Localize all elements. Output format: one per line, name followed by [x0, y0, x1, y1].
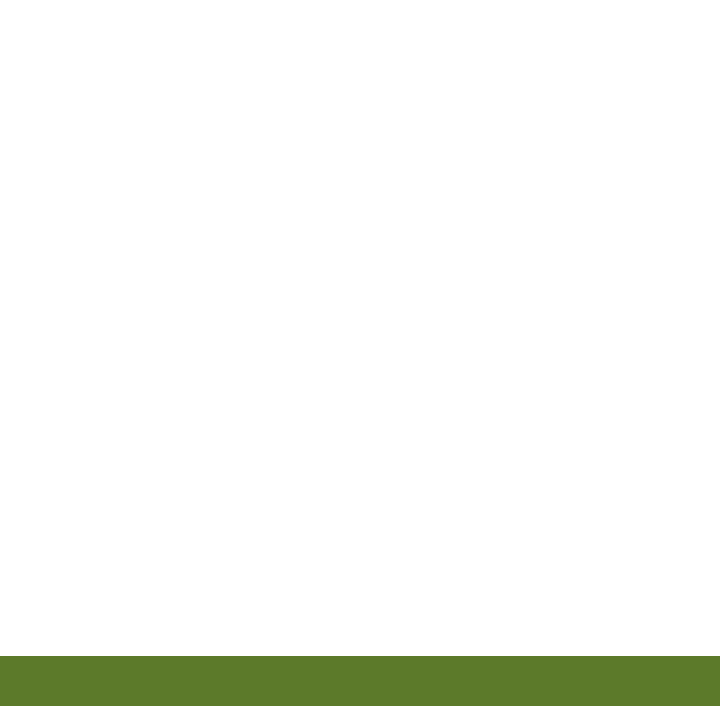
section-divider	[0, 352, 720, 360]
footer-bar	[0, 656, 720, 706]
top-language-columns	[0, 52, 720, 348]
page-title	[0, 0, 720, 46]
bottom-language-columns	[0, 362, 720, 654]
